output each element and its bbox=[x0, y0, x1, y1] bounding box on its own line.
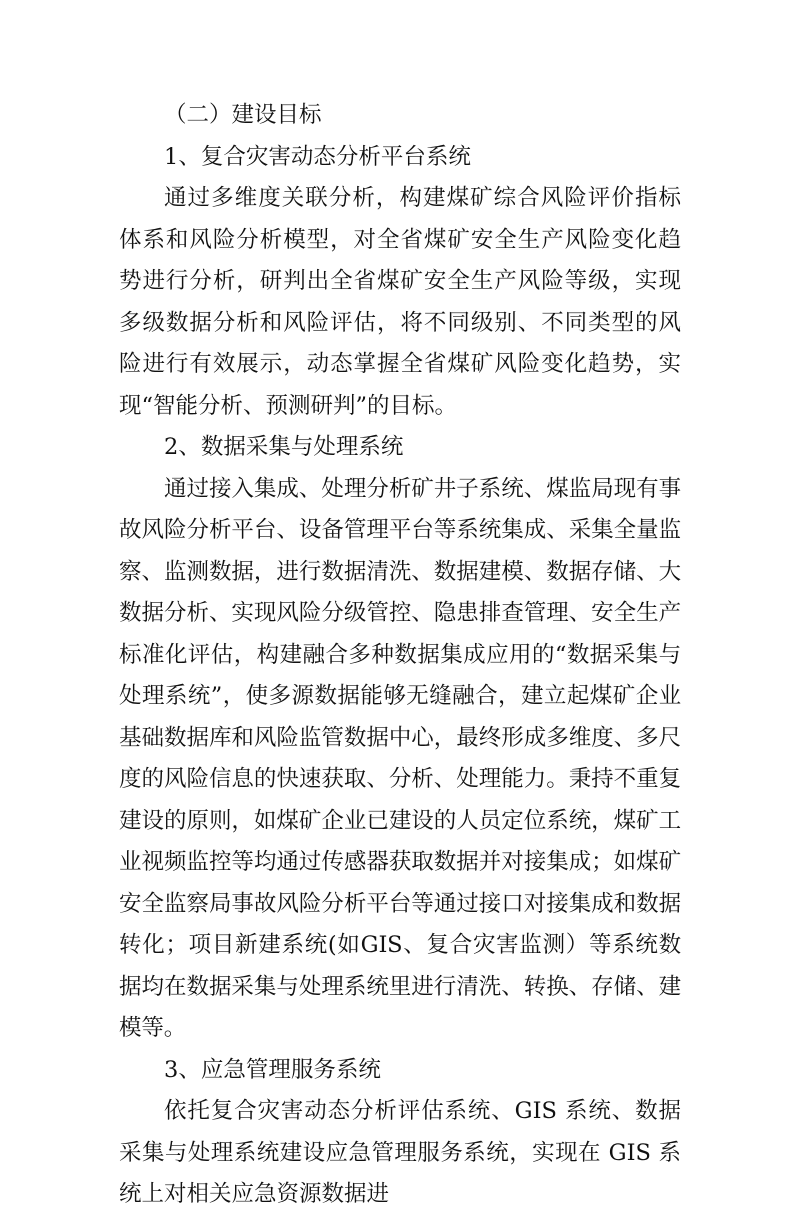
subsection-body-3: 依托复合灾害动态分析评估系统、GIS 系统、数据采集与处理系统建设应急管理服务系统，实现在 GIS 系统上对相关应急资源数据进 bbox=[119, 1098, 681, 1207]
subsection-heading-1: 1、复合灾害动态分析平台系统 bbox=[164, 143, 471, 170]
subsection-body-1: 通过多维度关联分析，构建煤矿综合风险评价指标体系和风险分析模型，对全省煤矿安全生产风险变化趋势进行分析，研判出全省煤矿安全生产风险等级，实现多级数据分析和风险评估，将不同级别、不同类型的风险进行有效展示，动态掌握全省煤矿风险变化趋势，实现“智能分析、预测研判”的目标。 bbox=[119, 185, 681, 419]
document-text-column bbox=[119, 95, 681, 1216]
subsection-heading-3: 3、应急管理服务系统 bbox=[164, 1056, 381, 1083]
section-heading-construction-goals: （二）建设目标 bbox=[164, 102, 322, 128]
subsection-body-2: 通过接入集成、处理分析矿井子系统、煤监局现有事故风险分析平台、设备管理平台等系统集成、采集全量监察、监测数据，进行数据清洗、数据建模、数据存储、大数据分析、实现风险分级管控、隐患排查管理、安全生产标准化评估，构建融合多种数据集成应用的“数据采集与处理系统”，使多源数据能够无缝融合，建立起煤矿企业基础数据库和风险监管数据中心，最终形成多维度、多尺度的风险信息的快速获取、分析、处理能力。秉持不重复建设的原则，如煤矿企业已建设的人员定位系统，煤矿工业视频监控等均通过传感器获取数据并对接集成；如煤矿安全监察局事故风险分析平台等通过接口对接集成和数据转化；项目新建系统(如GIS、复合灾害监测）等系统数据均在数据采集与处理系统里进行清洗、转换、存储、建模等。 bbox=[119, 475, 681, 1041]
subsection-heading-2: 2、数据采集与处理系统 bbox=[164, 434, 404, 460]
